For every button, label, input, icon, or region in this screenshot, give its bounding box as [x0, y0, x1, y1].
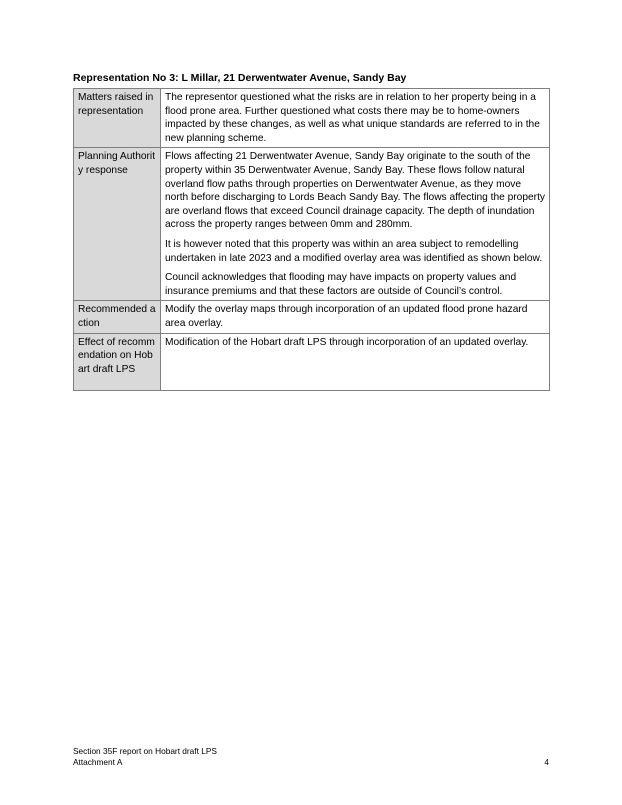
row-label-planning-authority-response: Planning Authority response [74, 148, 161, 301]
footer-report-title: Section 35F report on Hobart draft LPS [73, 746, 217, 756]
section-heading: Representation No 3: L Millar, 21 Derwentwater Avenue, Sandy Bay [73, 72, 407, 84]
row-content-planning-authority-response [161, 148, 550, 301]
page-footer [73, 746, 217, 768]
table-row [74, 333, 550, 390]
paragraph: Council acknowledges that flooding may have impacts on property values and insurance premiums and that these factors are outside of Council’s control. [165, 272, 517, 297]
representation-table [73, 88, 550, 391]
row-label-effect-of-recommendation: Effect of recommendation on Hobart draft LPS [74, 333, 161, 390]
row-label-recommended-action: Recommended action [74, 301, 161, 333]
row-content-matters-raised [161, 89, 550, 148]
footer-attachment-label: Attachment A [73, 757, 123, 767]
row-content-recommended-action [161, 301, 550, 333]
table-row [74, 89, 550, 148]
paragraph: Modify the overlay maps through incorporation of an updated flood prone hazard area overlay. [165, 304, 528, 329]
row-content-effect-of-recommendation [161, 333, 550, 390]
paragraph: The representor questioned what the risks are in relation to her property being in a flood prone area. Further questioned what costs there may be to home-owners impacted by these changes, as well as what unique standards are referred to in the new planning scheme. [165, 92, 540, 144]
paragraph: Flows affecting 21 Derwentwater Avenue, Sandy Bay originate to the south of the property within 35 Derwentwater Avenue, Sandy Bay. These flows follow natural overland flow paths through properties on Derwentwater Avenue, as they move north before discharging to Lords Beach Sandy Bay. The flows affecting the property are overland flows that exceed Council drainage capacity. The depth of inundation across the property ranges between 0mm and 280mm. [165, 151, 545, 231]
page-number: 4 [544, 757, 549, 767]
table-row [74, 301, 550, 333]
row-label-matters-raised: Matters raised in representation [74, 89, 161, 148]
paragraph: Modification of the Hobart draft LPS through incorporation of an updated overlay. [165, 336, 529, 348]
table-row [74, 148, 550, 301]
paragraph: It is however noted that this property was within an area subject to remodelling undertaken in late 2023 and a modified overlay area was identified as shown below. [165, 238, 543, 264]
